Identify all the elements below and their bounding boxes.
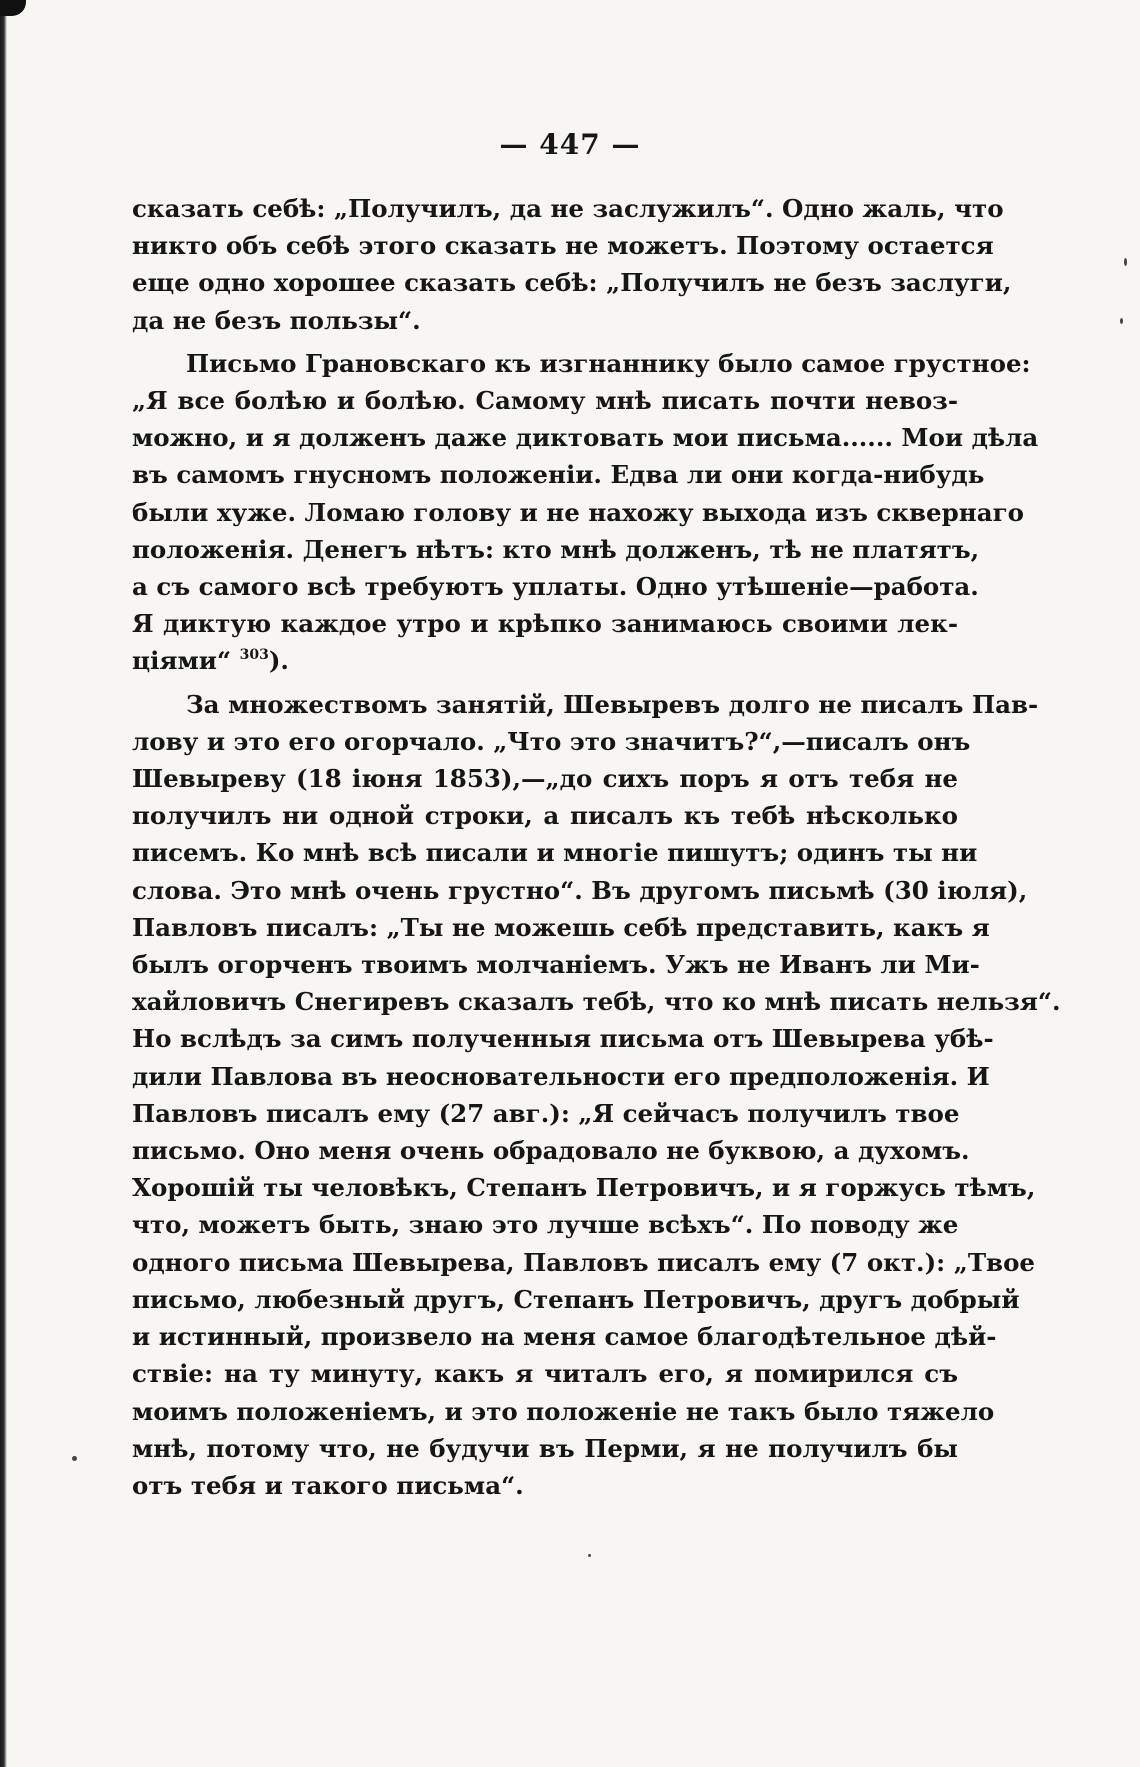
text-line: былъ огорченъ твоимъ молчаніемъ. Ужъ не Иванъ ли Ми-: [132, 950, 980, 980]
text-line: никто объ себѣ этого сказать не можетъ. Поэтому остается: [132, 231, 994, 261]
text-line: что, можетъ быть, знаю это лучше всѣхъ“. По поводу же: [132, 1210, 959, 1240]
scan-corner-mark: [0, 0, 26, 16]
scan-speck: [1124, 258, 1127, 266]
text-line: сказать себѣ: „Получилъ, да не заслужилъ“. Одно жаль, что: [132, 194, 1004, 223]
text-fragment: ціями“: [132, 646, 232, 676]
paragraph-3: [132, 686, 1061, 1504]
text-line: Письмо Грановскаго къ изгнаннику было самое грустное:: [186, 348, 1031, 378]
text-line: хайловичъ Снегиревъ сказалъ тебѣ, что ко мнѣ писать нельзя“.: [132, 987, 1061, 1017]
text-line: одного письма Шевырева, Павловъ писалъ ему (7 окт.): „Твое: [132, 1247, 1036, 1277]
text-line-with-footnote: [132, 642, 958, 679]
text-line: Шевыреву (18 іюня 1853),—„до сихъ поръ я отъ тебя не: [132, 764, 958, 794]
text-fragment: ).: [268, 646, 289, 676]
text-line: Но вслѣдъ за симъ полученныя письма отъ Шевырева убѣ-: [132, 1024, 994, 1054]
text-line: Павловъ писалъ ему (27 авг.): „Я сейчасъ получилъ твое: [132, 1098, 960, 1128]
scan-edge-shadow: [0, 0, 7, 1767]
scan-speck: [72, 1456, 77, 1461]
text-line: Я диктую каждое утро и крѣпко занимаюсь своими лек-: [132, 609, 958, 639]
text-line: а съ самого всѣ требуютъ уплаты. Одно утѣшеніе—работа.: [132, 572, 979, 602]
text-line: лову и это его огорчало. „Что это значитъ?“,—писалъ онъ: [132, 726, 971, 756]
body-text: [132, 190, 1061, 1504]
text-line: можно, и я долженъ даже диктовать мои письма...... Мои дѣла: [132, 423, 1039, 453]
scan-speck: [1120, 318, 1123, 324]
text-line: письмо. Оно меня очень обрадовало не буквою, а духомъ.: [132, 1136, 970, 1166]
scan-speck: [588, 1554, 591, 1557]
text-line: письмо, любезный другъ, Степанъ Петровичъ, другъ добрый: [132, 1284, 1020, 1314]
paragraph-2: [132, 345, 1039, 680]
text-line: получилъ ни одной строки, а писалъ къ тебѣ нѣсколько: [132, 801, 958, 831]
page-number: — 447 —: [499, 128, 641, 161]
text-line: моимъ положеніемъ, и это положеніе не такъ было тяжело: [132, 1396, 995, 1426]
text-line: За множествомъ занятій, Шевыревъ долго не писалъ Пав-: [186, 689, 1039, 719]
text-line: дили Павлова въ неосновательности его предположенія. И: [132, 1061, 990, 1091]
text-line: въ самомъ гнусномъ положеніи. Едва ли они когда-нибудь: [132, 460, 985, 490]
text-line: писемъ. Ко мнѣ всѣ писали и многіе пишутъ; одинъ ты ни: [132, 838, 978, 868]
text-line: Хорошій ты человѣкъ, Степанъ Петровичъ, и я горжусь тѣмъ,: [132, 1173, 1036, 1203]
text-line: были хуже. Ломаю голову и не нахожу выхода изъ сквернаго: [132, 497, 1024, 527]
text-line: Павловъ писалъ: „Ты не можешь себѣ представить, какъ я: [132, 912, 990, 942]
text-line: слова. Это мнѣ очень грустно“. Въ другомъ письмѣ (30 іюля),: [132, 875, 1028, 905]
text-line: и истинный, произвело на меня самое благодѣтельное дѣй-: [132, 1322, 997, 1352]
text-line: отъ тебя и такого письма“.: [132, 1470, 524, 1500]
text-line: мнѣ, потому что, не будучи въ Перми, я не получилъ бы: [132, 1433, 958, 1463]
text-line: положенія. Денегъ нѣтъ: кто мнѣ долженъ, тѣ не платятъ,: [132, 534, 980, 564]
text-line: ствіе: на ту минуту, какъ я читалъ его, я помирился съ: [132, 1359, 958, 1389]
footnote-ref: 303: [239, 647, 269, 664]
text-line: да не безъ пользы“.: [132, 305, 421, 335]
text-line: „Я все болѣю и болѣю. Самому мнѣ писать почти невоз-: [132, 386, 958, 416]
paragraph-1: [132, 190, 1012, 339]
text-line: еще одно хорошее сказать себѣ: „Получилъ не безъ заслуги,: [132, 268, 1012, 298]
